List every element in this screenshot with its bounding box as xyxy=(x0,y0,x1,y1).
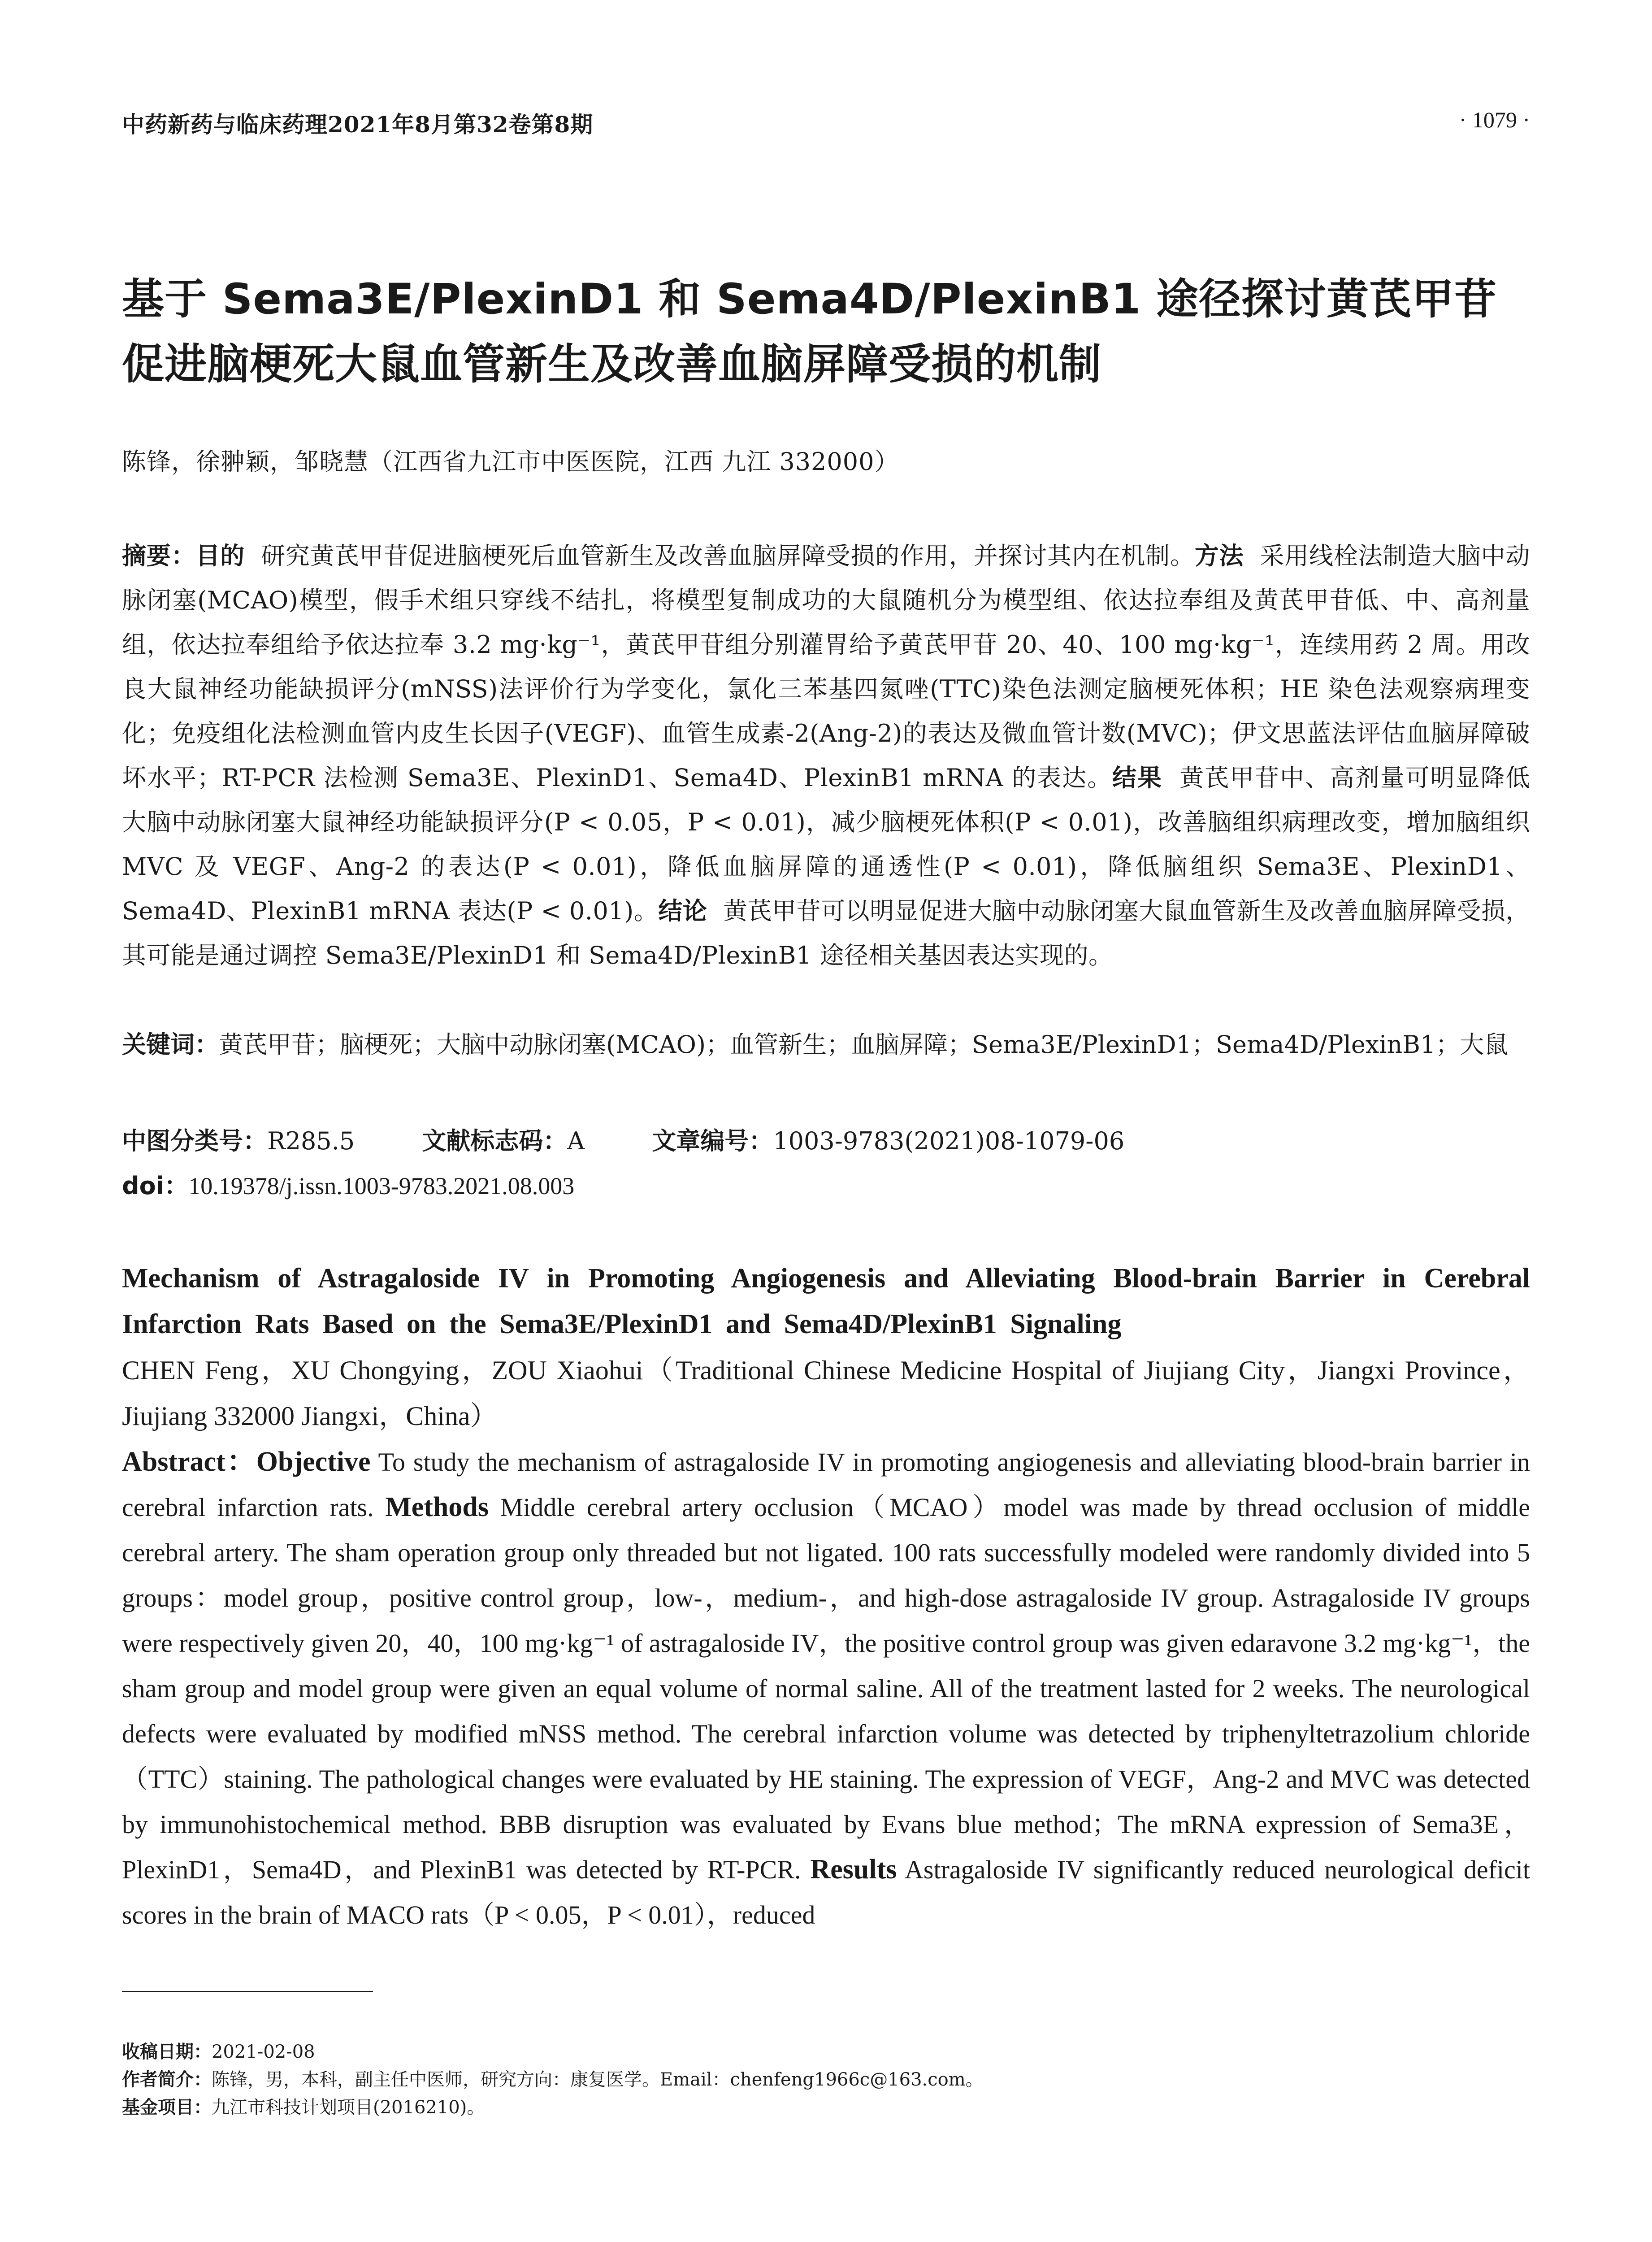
keywords-text: 黄芪甲苷；脑梗死；大脑中动脉闭塞(MCAO)；血管新生；血脑屏障；Sema3E/PlexinD1；Sema4D/PlexinB1；大鼠 xyxy=(219,1030,1509,1059)
results-en-label: Results xyxy=(810,1854,897,1885)
footnote-divider xyxy=(122,1991,373,1992)
clc-cell xyxy=(122,1119,355,1163)
article-title-cn xyxy=(122,267,1530,397)
received-date: 2021-02-08 xyxy=(212,2042,315,2062)
journal-citation-line: 中药新药与临床药理2021年8月第32卷第8期 xyxy=(122,111,594,138)
running-header xyxy=(122,107,1530,147)
article-id-value: 1003-9783(2021)08-1079-06 xyxy=(773,1127,1125,1155)
results-en-text: Astragaloside IV significantly reduced neurological deficit scores in the brain of MACO rats（P < 0.05，P < 0.01），reduced xyxy=(122,1855,1531,1929)
article-title-en: Mechanism of Astragaloside IV in Promoting Angiogenesis and Alleviating Blood-brain Barrier in Cerebral Infarction Rats Based on the Sema3E/PlexinD1 and Sema4D/PlexinB1 Signaling xyxy=(122,1263,1530,1339)
abstract-cn xyxy=(122,534,1530,978)
received-label: 收稿日期： xyxy=(122,2042,212,2062)
doi-label: doi： xyxy=(122,1172,189,1200)
objective-cn-text: 研究黄芪甲苷促进脑梗死后血管新生及改善血脑屏障受损的作用，并探讨其内在机制。 xyxy=(261,542,1195,570)
abstract-cn-label: 摘要： xyxy=(122,542,196,570)
doc-code-value: A xyxy=(567,1127,585,1155)
page-number: · 1079 · xyxy=(1459,107,1530,132)
footnote-fund xyxy=(122,2094,1530,2121)
fund-text: 九江市科技计划项目(2016210)。 xyxy=(212,2097,485,2118)
footnote-author xyxy=(122,2066,1530,2094)
objective-en-label: Objective xyxy=(256,1447,371,1477)
author-bio-text: 陈锋，男，本科，副主任中医师，研究方向：康复医学。Email：chenfeng1966c@163.com。 xyxy=(212,2069,984,2090)
doi-row xyxy=(122,1164,1530,1208)
doc-code-label: 文献标志码： xyxy=(422,1127,568,1155)
article-id-label: 文章编号： xyxy=(652,1127,773,1155)
clc-value: R285.5 xyxy=(267,1127,355,1155)
footnotes xyxy=(122,2038,1530,2121)
objective-cn-label: 目的 xyxy=(195,542,245,570)
authors-cn: 陈锋，徐翀颖，邹晓慧（江西省九江市中医医院，江西 九江 332000） xyxy=(122,448,899,476)
abstract-en xyxy=(122,1439,1530,1938)
clc-label: 中图分类号： xyxy=(122,1127,267,1155)
results-cn-text: 黄芪甲苷中、高剂量可明显降低大脑中动脉闭塞大鼠神经功能缺损评分(P < 0.05，P < 0.01)，减少脑梗死体积(P < 0.01)，改善脑组织病理改变，增加脑组织 MVC 及 VEGF、Ang-2 的表达(P < 0.01)，降低血脑屏障的通透性(P < 0.01)，降低脑组织 Sema3E、PlexinD1、Sema4D、PlexinB1 mRNA 表达(P < 0.01)。 xyxy=(122,764,1530,925)
keywords-label: 关键词： xyxy=(122,1030,219,1059)
methods-cn-text: 采用线栓法制造大脑中动脉闭塞(MCAO)模型，假手术组只穿线不结扎，将模型复制成功的大鼠随机分为模型组、依达拉奉组及黄芪甲苷低、中、高剂量组，依达拉奉组给予依达拉奉 3.2 mg·kg⁻¹，黄芪甲苷组分别灌胃给予黄芪甲苷 20、40、100 mg·kg⁻¹，连续用药 2 周。用改良大鼠神经功能缺损评分(mNSS)法评价行为学变化，氯化三苯基四氮唑(TTC)染色法测定脑梗死体积；HE 染色法观察病理变化；免疫组化法检测血管内皮生长因子(VEGF)、血管生成素-2(Ang-2)的表达及微血管计数(MVC)；伊文思蓝法评估血脑屏障破坏水平；RT-PCR 法检测 Sema3E、PlexinD1、Sema4D、PlexinB1 mRNA 的表达。 xyxy=(122,542,1530,792)
author-bio-label: 作者简介： xyxy=(122,2069,212,2090)
objective-en-text: To study the mechanism of astragaloside IV in promoting angiogenesis and alleviating blood-brain barrier in cerebral infarction rats. xyxy=(122,1447,1531,1522)
title-cn-line-1: 基于 Sema3E/PlexinD1 和 Sema4D/PlexinB1 途径探讨黄芪甲苷 xyxy=(122,275,1497,324)
article-id-cell xyxy=(652,1119,1124,1163)
conclusion-cn-text: 黄芪甲苷可以明显促进大脑中动脉闭塞大鼠血管新生及改善血脑屏障受损，其可能是通过调控 Sema3E/PlexinD1 和 Sema4D/PlexinB1 途径相关基因表达实现的。 xyxy=(122,897,1531,969)
doi-value: 10.19378/j.issn.1003-9783.2021.08.003 xyxy=(188,1173,575,1199)
conclusion-cn-label: 结论 xyxy=(658,897,707,925)
methods-en-label: Methods xyxy=(385,1492,489,1522)
fund-label: 基金项目： xyxy=(122,2097,212,2118)
methods-en-text: Middle cerebral artery occlusion（MCAO）model was made by thread occlusion of middle cerebral artery. The sham operation group only threaded but not ligated. 100 rats successfully modeled were randomly divided into 5 groups：model group，positive control group，low-，medium-，and high-dose astragaloside IV group. Astragaloside IV groups were respectively given 20，40，100 mg·kg⁻¹ of astragaloside IV，the positive control group was given edaravone 3.2 mg·kg⁻¹，the sham group and model group were given an equal volume of normal saline. All of the treatment lasted for 2 weeks. The neurological defects were evaluated by modified mNSS method. The cerebral infarction volume was detected by triphenyltetrazolium chloride（TTC）staining. The pathological changes were evaluated by HE staining. The expression of VEGF，Ang-2 and MVC was detected by immunohistochemical method. BBB disruption was evaluated by Evans blue method；The mRNA expression of Sema3E，PlexinD1，Sema4D，and PlexinB1 was detected by RT-PCR. xyxy=(122,1493,1531,1884)
keywords-cn xyxy=(122,1022,1530,1067)
authors-en: CHEN Feng，XU Chongying，ZOU Xiaohui（Traditional Chinese Medicine Hospital of Jiujiang City，Jiangxi Province，Jiujiang 332000 Jiangxi，China） xyxy=(122,1356,1530,1431)
title-cn-line-2: 促进脑梗死大鼠血管新生及改善血脑屏障受损的机制 xyxy=(122,340,1102,389)
methods-cn-label: 方法 xyxy=(1194,542,1244,570)
abstract-en-label: Abstract： xyxy=(122,1447,256,1477)
footnote-received xyxy=(122,2038,1530,2066)
doc-code-cell xyxy=(422,1119,585,1163)
results-cn-label: 结果 xyxy=(1112,764,1162,792)
classification-row xyxy=(122,1119,1530,1163)
